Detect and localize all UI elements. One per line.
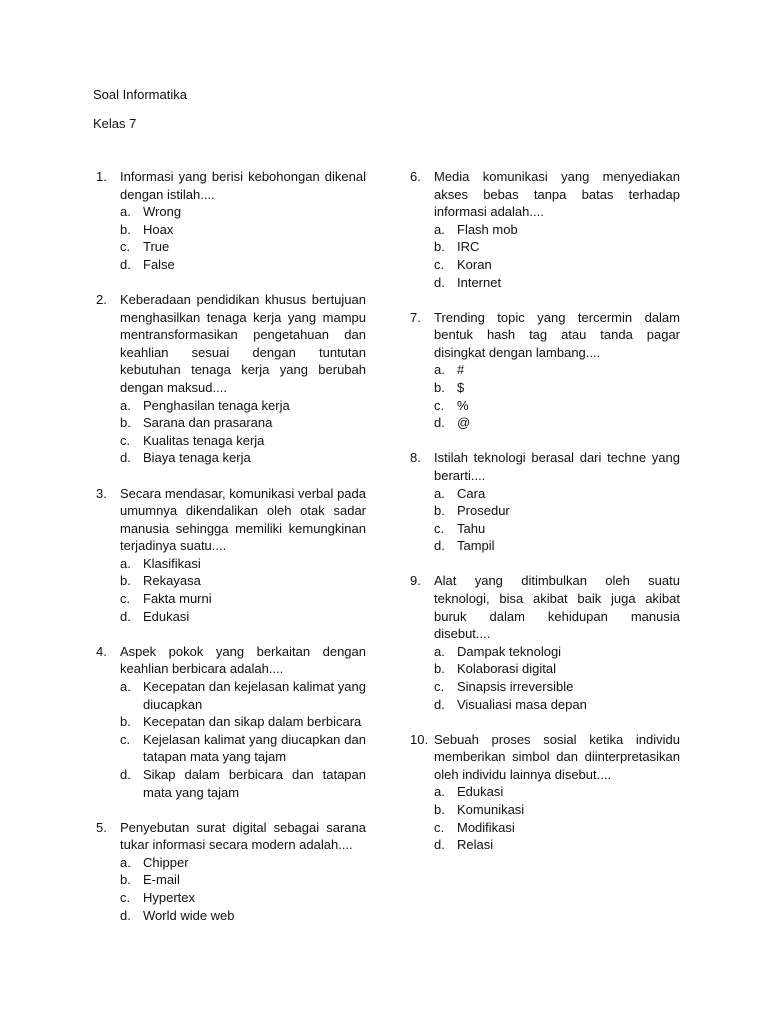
question-4: [96, 643, 366, 801]
option-label: c.: [434, 520, 445, 536]
option-label: c.: [120, 432, 131, 448]
option-text: Klasifikasi: [143, 555, 201, 571]
option-text: Tahu: [457, 520, 486, 536]
option-text: Sarana dan prasarana: [143, 415, 273, 431]
option-label: a.: [120, 854, 131, 870]
option-b: [120, 221, 366, 239]
option-list: [120, 854, 366, 924]
option-label: c.: [434, 256, 445, 272]
option-text: Sikap dalam berbicara dan tatapan mata yang tajam: [143, 766, 366, 800]
question-column-right: [410, 168, 680, 871]
option-a: [120, 678, 366, 713]
option-text: World wide web: [143, 907, 235, 923]
question-6: [410, 168, 680, 291]
option-label: b.: [120, 872, 131, 888]
option-text: False: [143, 256, 175, 272]
option-d: [120, 766, 366, 801]
option-list: [434, 485, 680, 555]
option-label: c.: [120, 239, 131, 255]
option-b: [434, 801, 680, 819]
question-number: 5.: [96, 819, 107, 835]
option-a: [434, 643, 680, 661]
option-text: Kolaborasi digital: [457, 661, 557, 677]
option-label: a.: [120, 678, 131, 694]
question-7: [410, 309, 680, 432]
question-1: [96, 168, 366, 274]
option-text: Sinapsis irreversible: [457, 678, 574, 694]
option-text: Modifikasi: [457, 819, 515, 835]
option-d: [434, 414, 680, 432]
question-number: 9.: [410, 573, 421, 589]
option-label: a.: [434, 362, 445, 378]
option-list: [120, 678, 366, 801]
option-b: [120, 871, 366, 889]
option-a: [120, 203, 366, 221]
option-b: [120, 713, 366, 731]
option-label: a.: [120, 204, 131, 220]
option-label: a.: [434, 485, 445, 501]
option-label: d.: [434, 837, 445, 853]
option-label: a.: [434, 221, 445, 237]
option-list: [434, 783, 680, 853]
question-number: 10.: [410, 731, 429, 747]
option-label: d.: [434, 274, 445, 290]
option-list: [434, 643, 680, 713]
option-list: [120, 397, 366, 467]
option-text: Biaya tenaga kerja: [143, 450, 251, 466]
option-b: [120, 414, 366, 432]
option-label: c.: [434, 819, 445, 835]
option-label: b.: [434, 661, 445, 677]
question-text: Keberadaan pendidikan khusus bertujuan menghasilkan tenaga kerja yang mampu mentransformasikan pengetahuan dan keahlian sesuai dengan tuntutan kebutuhan tenaga kerja yang berubah dengan maksud....: [120, 292, 366, 396]
question-number: 4.: [96, 643, 107, 659]
option-d: [434, 836, 680, 854]
option-c: [434, 520, 680, 538]
option-text: Chipper: [143, 854, 189, 870]
option-list: [120, 203, 366, 273]
question-10: [410, 731, 680, 854]
option-text: Tampil: [457, 538, 495, 554]
option-label: a.: [120, 397, 131, 413]
option-text: Visualiasi masa depan: [457, 696, 587, 712]
option-text: E-mail: [143, 872, 180, 888]
option-c: [120, 889, 366, 907]
option-a: [120, 854, 366, 872]
option-text: %: [457, 397, 469, 413]
option-text: Kecepatan dan sikap dalam berbicara: [143, 714, 362, 730]
option-text: Koran: [457, 256, 492, 272]
option-d: [434, 696, 680, 714]
question-number: 1.: [96, 169, 107, 184]
option-c: [120, 590, 366, 608]
option-label: d.: [120, 766, 131, 782]
option-text: Hypertex: [143, 889, 196, 905]
option-text: Kejelasan kalimat yang diucapkan dan tatapan mata yang tajam: [143, 731, 366, 765]
question-number: 2.: [96, 292, 107, 308]
option-label: a.: [434, 784, 445, 800]
grade-label: Kelas 7: [93, 116, 137, 131]
option-text: Fakta murni: [143, 591, 212, 607]
question-text: Alat yang ditimbulkan oleh suatu teknologi, bisa akibat baik juga akibat buruk dalam kehidupan manusia disebut....: [434, 573, 680, 642]
question-text: Trending topic yang tercermin dalam bentuk hash tag atau tanda pagar disingkat dengan lambang....: [434, 309, 680, 360]
option-text: Edukasi: [143, 608, 190, 624]
option-label: d.: [120, 608, 131, 624]
option-b: [120, 572, 366, 590]
option-label: b.: [120, 415, 131, 431]
option-c: [434, 678, 680, 696]
option-label: d.: [120, 907, 131, 923]
question-number: 8.: [410, 450, 421, 466]
option-d: [120, 449, 366, 467]
option-label: d.: [120, 450, 131, 466]
option-label: b.: [120, 714, 131, 730]
option-text: Wrong: [143, 204, 182, 220]
option-text: Hoax: [143, 221, 174, 237]
option-label: d.: [434, 538, 445, 554]
question-8: [410, 449, 680, 555]
option-label: b.: [434, 380, 445, 396]
question-text: Secara mendasar, komunikasi verbal pada umumnya dikendalikan oleh otak sadar manusia sehingga memiliki kemungkinan terjadinya suatu....: [120, 485, 366, 554]
option-text: Edukasi: [457, 784, 504, 800]
option-text: Rekayasa: [143, 573, 201, 589]
option-text: #: [457, 362, 465, 378]
question-text: Informasi yang berisi kebohongan dikenal dengan istilah....: [120, 169, 366, 202]
option-b: [434, 238, 680, 256]
option-text: Kualitas tenaga kerja: [143, 432, 265, 448]
option-label: c.: [120, 591, 131, 607]
option-c: [434, 397, 680, 415]
option-label: c.: [434, 397, 445, 413]
option-text: Flash mob: [457, 221, 518, 237]
option-list: [120, 555, 366, 625]
option-label: c.: [120, 731, 131, 747]
option-c: [120, 432, 366, 450]
option-text: Dampak teknologi: [457, 643, 562, 659]
option-c: [120, 731, 366, 766]
option-label: b.: [434, 503, 445, 519]
option-text: Penghasilan tenaga kerja: [143, 397, 290, 413]
option-label: b.: [434, 802, 445, 817]
question-column-left: [96, 168, 366, 942]
question-number: 6.: [410, 169, 421, 184]
question-text: Aspek pokok yang berkaitan dengan keahlian berbicara adalah....: [120, 643, 366, 677]
option-c: [434, 819, 680, 837]
option-d: [120, 608, 366, 626]
option-a: [434, 485, 680, 503]
document-title: Soal Informatika: [93, 87, 187, 102]
option-label: b.: [434, 239, 445, 255]
question-text: Sebuah proses sosial ketika individu memberikan simbol dan diinterpretasikan oleh individu lainnya disebut....: [434, 731, 680, 782]
option-list: [434, 361, 680, 431]
option-a: [120, 555, 366, 573]
option-a: [120, 397, 366, 415]
option-c: [120, 238, 366, 256]
option-b: [434, 660, 680, 678]
option-text: True: [143, 239, 170, 255]
option-d: [120, 256, 366, 274]
option-d: [434, 537, 680, 555]
question-text: Istilah teknologi berasal dari techne yang berarti....: [434, 450, 680, 483]
option-text: Kecepatan dan kejelasan kalimat yang diucapkan: [143, 678, 366, 712]
option-a: [434, 221, 680, 239]
option-label: d.: [434, 415, 445, 431]
option-text: $: [457, 380, 465, 396]
option-label: b.: [120, 221, 131, 237]
option-text: IRC: [457, 239, 480, 255]
option-label: c.: [434, 678, 445, 694]
question-2: [96, 291, 366, 467]
option-label: b.: [120, 573, 131, 589]
option-d: [120, 907, 366, 925]
question-number: 3.: [96, 485, 107, 501]
option-text: Internet: [457, 274, 502, 290]
option-label: a.: [434, 643, 445, 659]
option-label: d.: [120, 256, 131, 272]
option-a: [434, 361, 680, 379]
question-9: [410, 572, 680, 713]
option-list: [434, 221, 680, 291]
option-label: a.: [120, 555, 131, 571]
option-label: c.: [120, 889, 131, 905]
option-b: [434, 379, 680, 397]
question-3: [96, 485, 366, 626]
option-text: Komunikasi: [457, 802, 525, 817]
question-5: [96, 819, 366, 925]
option-c: [434, 256, 680, 274]
option-text: Prosedur: [457, 503, 510, 519]
option-text: Relasi: [457, 837, 494, 853]
question-number: 7.: [410, 309, 421, 325]
question-text: Penyebutan surat digital sebagai sarana tukar informasi secara modern adalah....: [120, 819, 366, 853]
question-text: Media komunikasi yang menyediakan akses bebas tanpa batas terhadap informasi adalah....: [434, 169, 680, 220]
option-d: [434, 274, 680, 292]
option-b: [434, 502, 680, 520]
option-label: d.: [434, 696, 445, 712]
option-text: @: [457, 415, 471, 431]
option-a: [434, 783, 680, 801]
option-text: Cara: [457, 485, 486, 501]
